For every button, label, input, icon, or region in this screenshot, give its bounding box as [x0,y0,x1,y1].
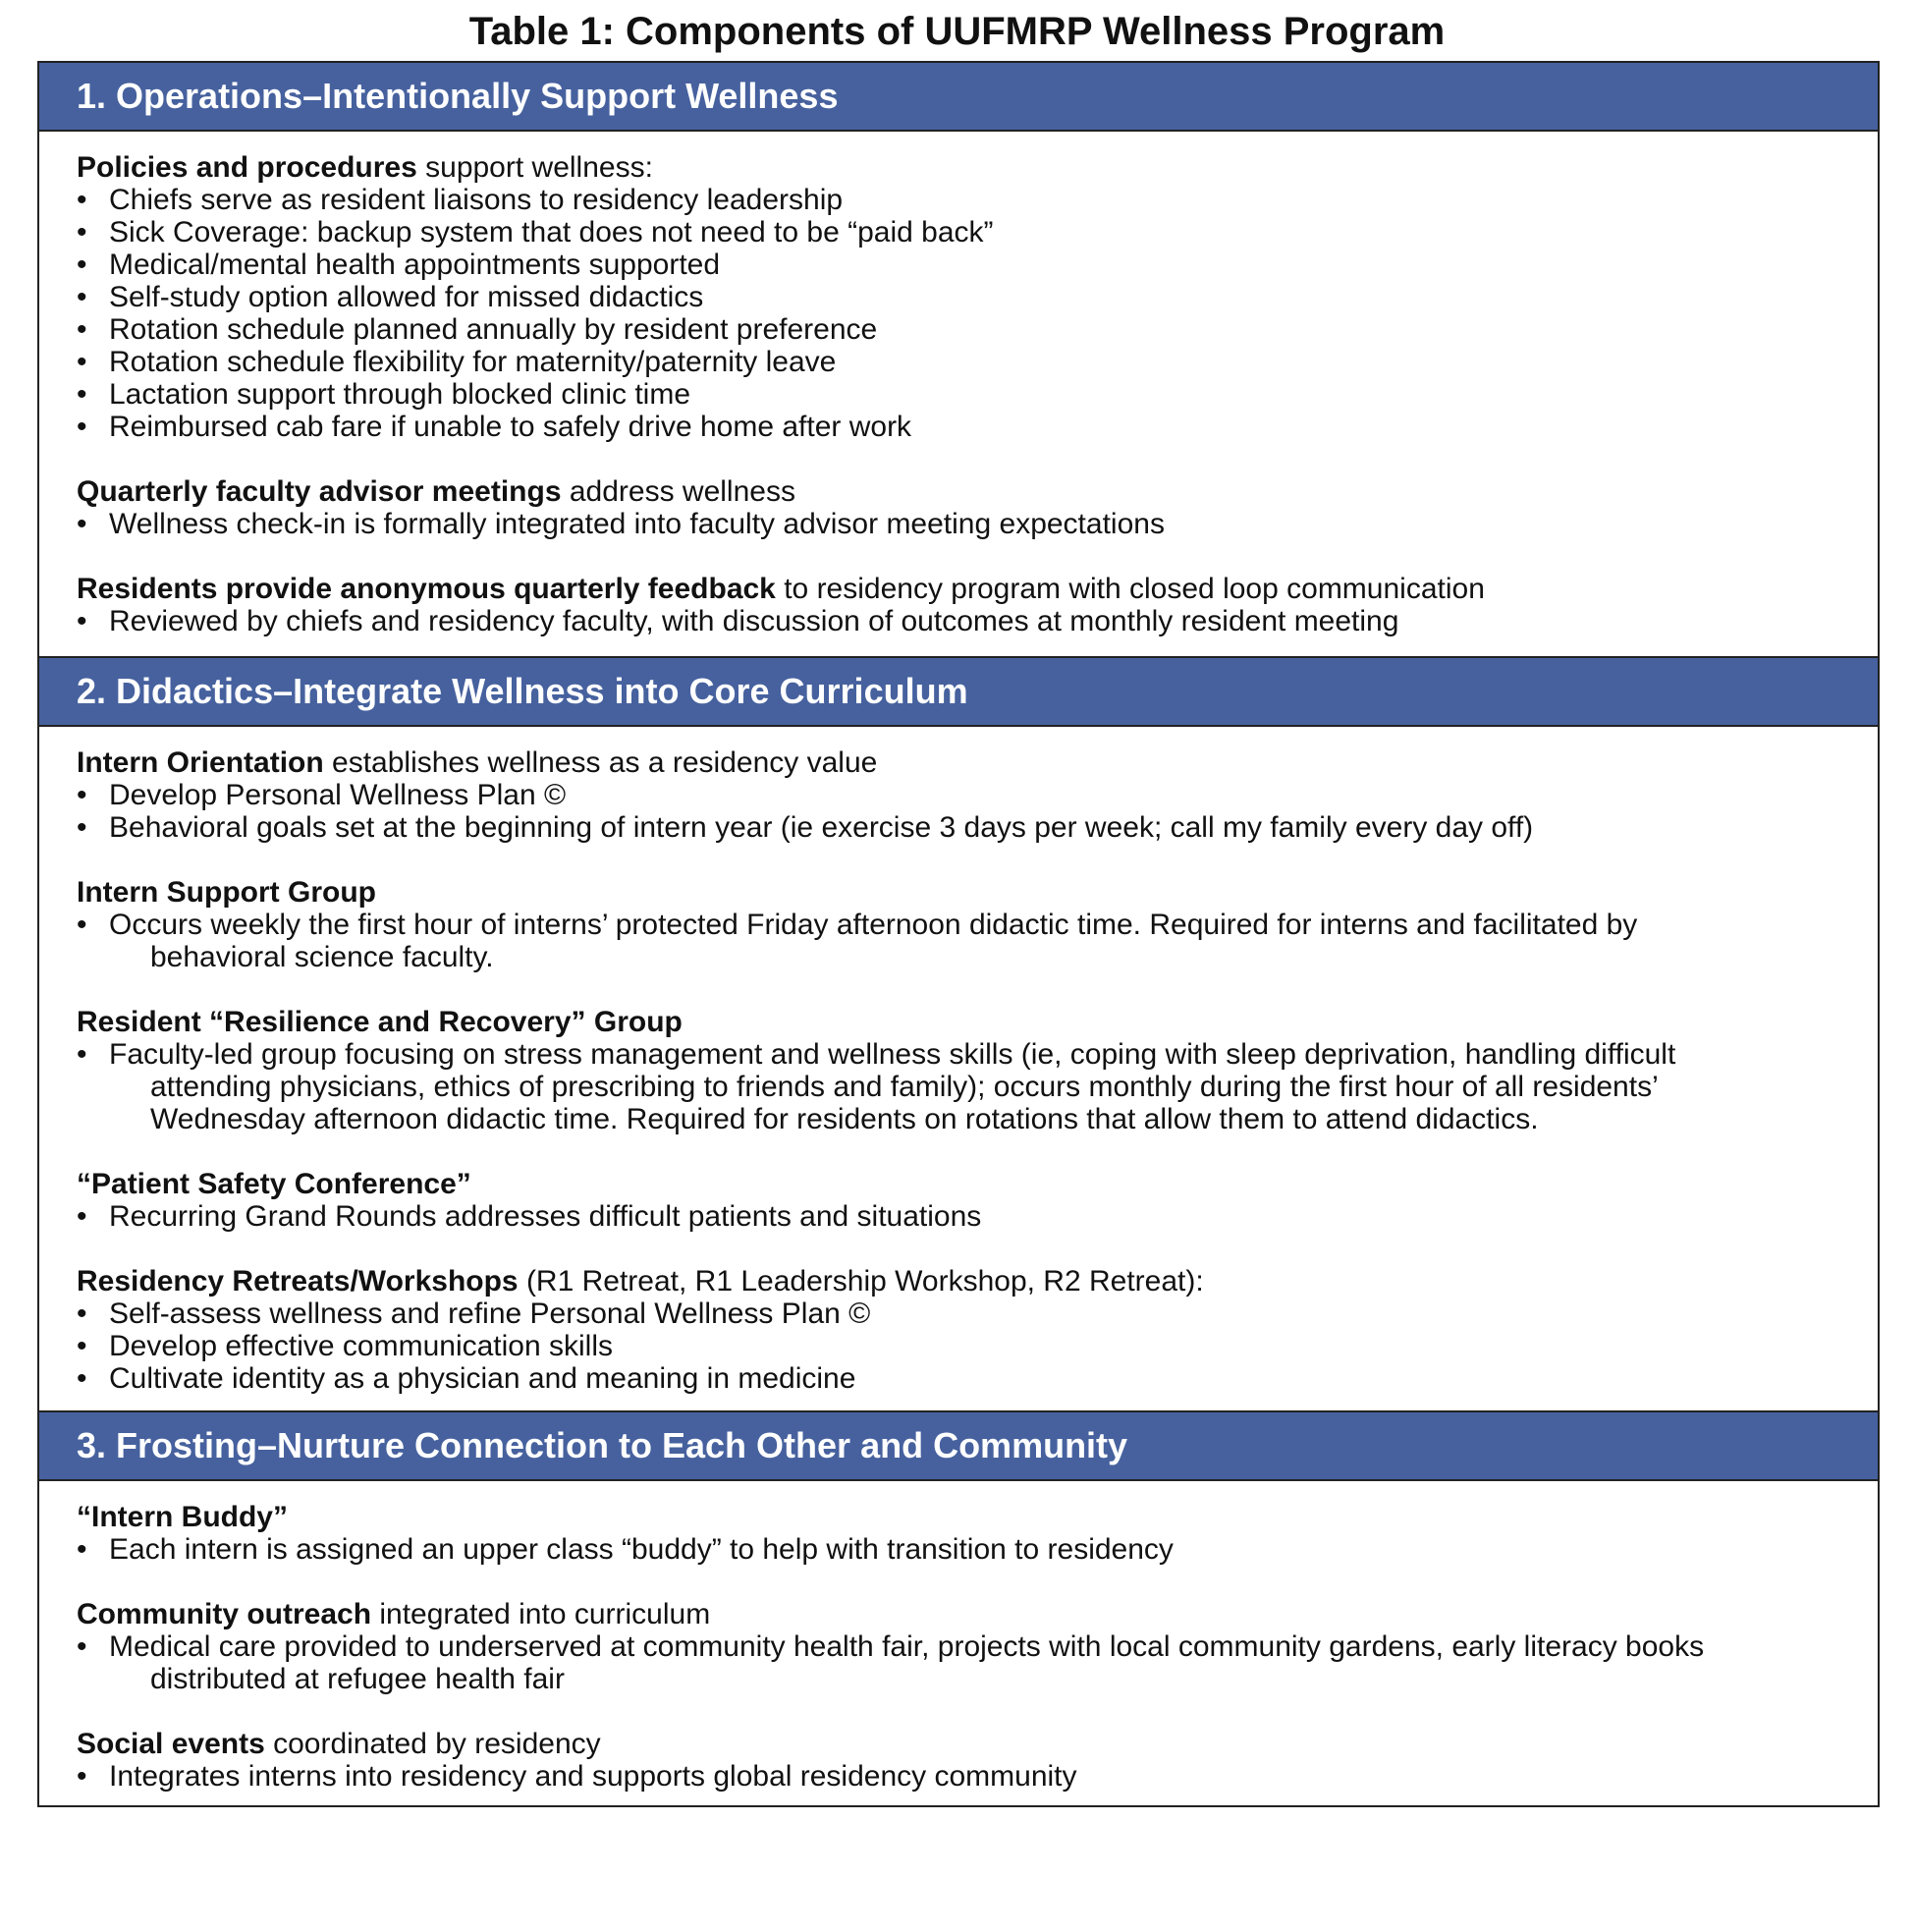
bullet-icon: • [77,411,87,443]
wellness-group [77,746,1840,844]
bullet-item [77,1362,1840,1395]
bullet-icon: • [77,779,87,811]
wellness-group [77,876,1840,973]
bullet-text-line: Faculty-led group focusing on stress management and wellness skills (ie, coping with sleep deprivation, handling difficult [109,1038,1676,1071]
wellness-components-table [37,61,1880,1807]
group-heading-rest: address wellness [561,475,795,508]
bullet-text: Chiefs serve as resident liaisons to residency leadership [109,184,844,216]
group-heading-bold: Social events [77,1728,265,1760]
bullet-text-line: distributed at refugee health fair [150,1663,565,1695]
bullet-icon: • [77,1362,87,1395]
bullet-item [77,1200,1840,1233]
bullet-icon: • [77,184,87,216]
bullet-item [77,313,1840,346]
bullet-text: Behavioral goals set at the beginning of intern year (ie exercise 3 days per week; call my family every day off) [109,811,1534,844]
group-heading [77,746,1840,779]
group-heading [77,475,1840,508]
bullet-item [77,346,1840,378]
bullet-text: Rotation schedule planned annually by resident preference [109,313,878,346]
bullet-item [77,216,1840,248]
section-body-didactics [39,746,1878,1395]
wellness-group [77,1265,1840,1395]
wellness-group [77,1728,1840,1793]
bullet-text: Recurring Grand Rounds addresses difficult patients and situations [109,1200,982,1233]
bullet-text: Rotation schedule flexibility for maternity/paternity leave [109,346,837,378]
bullet-text: Develop Personal Wellness Plan © [109,779,567,811]
bullet-icon: • [77,248,87,281]
bullet-item [77,1533,1840,1566]
group-heading [77,1501,1840,1533]
table-title: Table 1: Components of UUFMRP Wellness Program [468,10,1446,53]
group-heading [77,151,1840,184]
section-header-operations: 1. Operations–Intentionally Support Wellness [39,61,1878,132]
bullet-icon: • [77,605,87,637]
bullet-item [77,1297,1840,1330]
bullet-item [77,281,1840,313]
bullet-text: Each intern is assigned an upper class “buddy” to help with transition to residency [109,1533,1174,1566]
group-heading-rest: integrated into curriculum [371,1598,711,1630]
wellness-group [77,1006,1840,1135]
bullet-item [77,811,1840,844]
bullet-text: Integrates interns into residency and supports global residency community [109,1760,1077,1793]
bullet-text: Sick Coverage: backup system that does not need to be “paid back” [109,216,994,248]
bullet-icon: • [77,1630,87,1663]
group-heading-rest: coordinated by residency [264,1728,601,1760]
bullet-item [77,184,1840,216]
group-heading [77,1728,1840,1760]
bullet-text-line: Medical care provided to underserved at community health fair, projects with local community gardens, early literacy books [109,1630,1705,1663]
bullet-icon: • [77,811,87,844]
group-heading [77,1006,1840,1038]
section-header-didactics: 2. Didactics–Integrate Wellness into Core Curriculum [39,656,1878,727]
wellness-group [77,1501,1840,1566]
bullet-icon: • [77,346,87,378]
section-body-operations [39,151,1878,637]
bullet-item [77,1630,1840,1695]
group-heading [77,1265,1840,1297]
bullet-item [77,1330,1840,1362]
wellness-group [77,151,1840,443]
bullet-text [109,1038,1840,1135]
bullet-item [77,779,1840,811]
bullet-icon: • [77,378,87,411]
group-heading-bold: Intern Support Group [77,876,376,909]
bullet-text: Self-study option allowed for missed didactics [109,281,704,313]
group-heading-bold: Community outreach [77,1598,372,1630]
bullet-text: Lactation support through blocked clinic time [109,378,691,411]
wellness-group [77,573,1840,637]
group-heading-bold: “Patient Safety Conference” [77,1168,471,1200]
bullet-icon: • [77,1200,87,1233]
group-heading-rest: to residency program with closed loop communication [775,573,1485,605]
wellness-group [77,1168,1840,1233]
bullet-item [77,909,1840,973]
bullet-text: Develop effective communication skills [109,1330,614,1362]
group-heading-bold: Residents provide anonymous quarterly feedback [77,573,776,605]
bullet-icon: • [77,216,87,248]
bullet-item [77,1760,1840,1793]
bullet-text: Self-assess wellness and refine Personal Wellness Plan © [109,1297,871,1330]
bullet-icon: • [77,281,87,313]
section-body-frosting [39,1501,1878,1793]
group-heading-bold: Quarterly faculty advisor meetings [77,475,562,508]
group-heading-rest: support wellness: [416,151,653,184]
bullet-text [109,909,1840,973]
bullet-text-line: behavioral science faculty. [150,941,494,973]
bullet-text: Reimbursed cab fare if unable to safely drive home after work [109,411,912,443]
group-heading-bold: Intern Orientation [77,746,324,779]
bullet-icon: • [77,313,87,346]
bullet-text-line: Wednesday afternoon didactic time. Required for residents on rotations that allow them to attend didactics. [150,1103,1539,1135]
group-heading [77,1168,1840,1200]
group-heading-bold: “Intern Buddy” [77,1501,288,1533]
bullet-text: Reviewed by chiefs and residency faculty, with discussion of outcomes at monthly resident meeting [109,605,1399,637]
bullet-icon: • [77,1297,87,1330]
group-heading-rest: (R1 Retreat, R1 Leadership Workshop, R2 Retreat): [518,1265,1204,1297]
bullet-icon: • [77,909,87,941]
group-heading [77,1598,1840,1630]
bullet-text: Wellness check-in is formally integrated into faculty advisor meeting expectations [109,508,1165,540]
group-heading-bold: Residency Retreats/Workshops [77,1265,519,1297]
bullet-item [77,411,1840,443]
bullet-icon: • [77,1760,87,1793]
bullet-icon: • [77,1330,87,1362]
group-heading-bold: Resident “Resilience and Recovery” Group [77,1006,683,1038]
bullet-icon: • [77,1038,87,1071]
bullet-icon: • [77,508,87,540]
bullet-text [109,1630,1840,1695]
bullet-item [77,1038,1840,1135]
bullet-item [77,605,1840,637]
bullet-text: Cultivate identity as a physician and meaning in medicine [109,1362,856,1395]
bullet-text-line: Occurs weekly the first hour of interns’ protected Friday afternoon didactic time. Required for interns and facilitated by [109,909,1638,941]
group-heading [77,573,1840,605]
bullet-item [77,508,1840,540]
group-heading [77,876,1840,909]
section-header-frosting: 3. Frosting–Nurture Connection to Each Other and Community [39,1410,1878,1481]
wellness-group [77,1598,1840,1695]
bullet-item [77,378,1840,411]
bullet-item [77,248,1840,281]
group-heading-rest: establishes wellness as a residency value [323,746,878,779]
bullet-icon: • [77,1533,87,1566]
bullet-text-line: attending physicians, ethics of prescribing to friends and family); occurs monthly during the first hour of all residents’ [150,1071,1659,1103]
bullet-text: Medical/mental health appointments supported [109,248,721,281]
wellness-group [77,475,1840,540]
group-heading-bold: Policies and procedures [77,151,417,184]
